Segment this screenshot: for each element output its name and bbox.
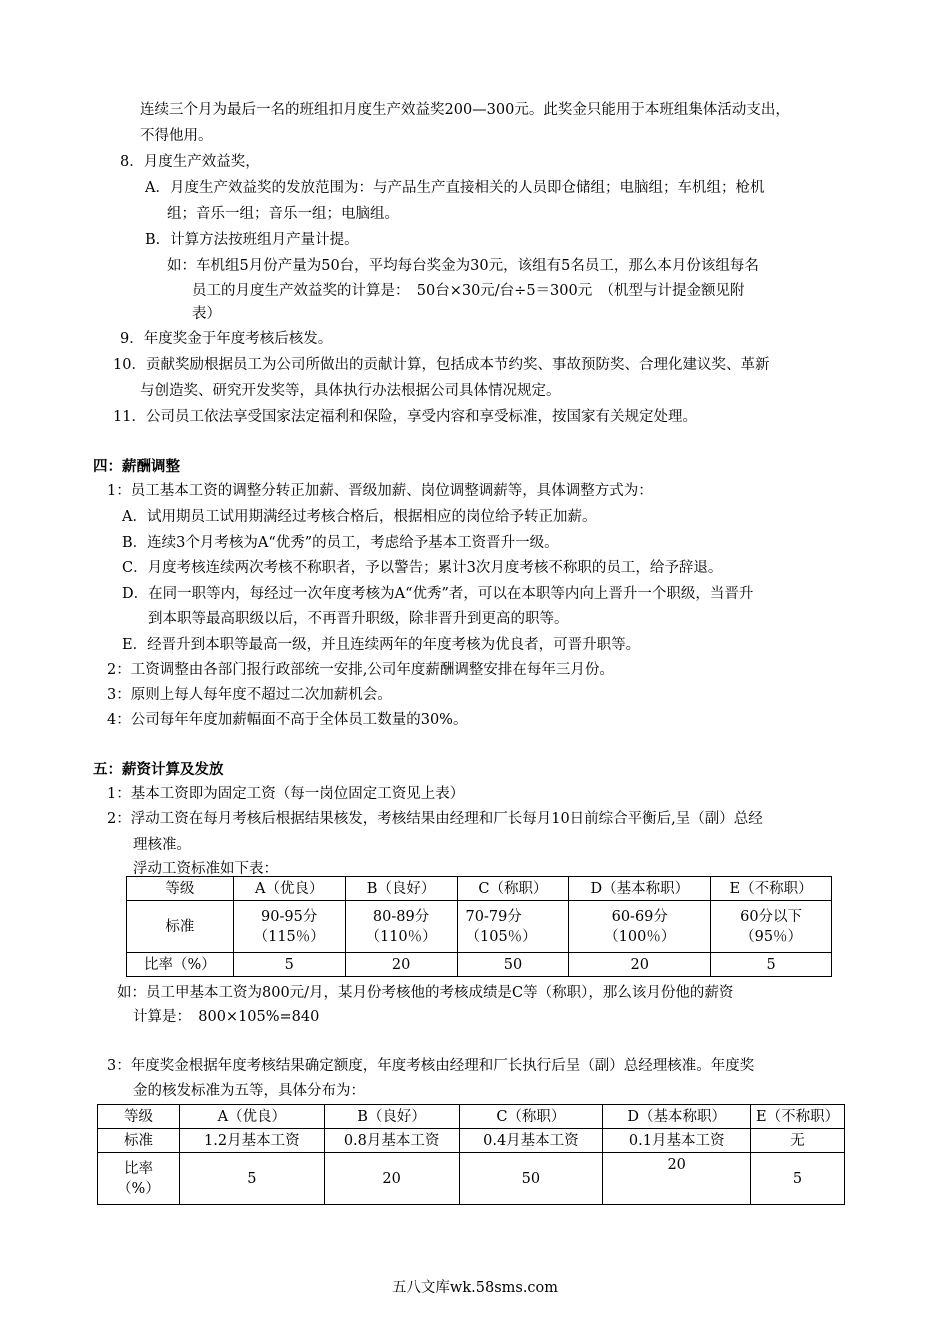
table-cell: 标准 <box>127 901 234 953</box>
cell-line: 70-79分 <box>465 908 522 925</box>
text-line: A．月度生产效益奖的发放范围为：与产品生产直接相关的人员即仓储组；电脑组；车机组；枪机 <box>145 180 765 196</box>
text-line: 组；音乐一组；音乐一组；电脑组。 <box>167 206 399 222</box>
text-line: E．经晋升到本职等最高一级，并且连续两年的年度考核为优良者，可晋升职等。 <box>122 637 641 653</box>
table-row <box>98 1105 845 1129</box>
text-line: 计算是： 800×105%=840 <box>133 1009 320 1025</box>
table-cell <box>457 901 569 953</box>
text-line: 1：员工基本工资的调整分转正加薪、晋级加薪、岗位调整调薪等，具体调整方式为： <box>107 483 653 499</box>
text-line: C．月度考核连续两次考核不称职者，予以警告；累计3次月度考核不称职的员工，给予辞退。 <box>122 560 723 576</box>
cell-line: 80-89分 <box>372 908 430 925</box>
text-line: D．在同一职等内，每经过一次年度考核为A“优秀”者，可以在本职等内向上晋升一个职级，当晋升 <box>122 586 754 602</box>
table-header-cell: E（不称职） <box>751 1105 845 1129</box>
text-line: B．连续3个月考核为A“优秀”的员工，考虑给予基本工资晋升一级。 <box>122 535 559 551</box>
text-line: 表） <box>192 306 221 322</box>
table-header-cell: B（良好） <box>345 877 457 901</box>
cell-line: 60分以下 <box>740 908 803 925</box>
list-item-11: 11．公司员工依法享受国家法定福利和保险，享受内容和享受标准，按国家有关规定处理。 <box>113 409 697 425</box>
table-cell: 5 <box>179 1153 324 1205</box>
table-cell: 标准 <box>98 1129 180 1153</box>
table-row <box>127 877 832 901</box>
text-line: 3：年度奖金根据年度考核结果确定额度，年度考核由经理和厂长执行后呈（副）总经理核准。年度奖 <box>107 1058 755 1074</box>
table-cell: 5 <box>233 953 345 977</box>
table-cell: 0.1月基本工资 <box>603 1129 751 1153</box>
text-line: 与创造奖、研究开发奖等，具体执行办法根据公司具体情况规定。 <box>140 383 561 399</box>
text-line: 理核准。 <box>133 837 191 853</box>
text-line: 不得他用。 <box>140 128 213 144</box>
cell-line: （115％） <box>253 928 325 945</box>
table-cell: 5 <box>711 953 832 977</box>
table-header-cell: 等级 <box>127 877 234 901</box>
page-footer: 五八文库wk.58sms.com <box>391 1280 559 1296</box>
text-line: A．试用期员工试用期满经过考核合格后，根据相应的岗位给予转正加薪。 <box>122 509 597 525</box>
section-heading-4: 四：薪酬调整 <box>93 459 180 475</box>
list-item-8: 8．月度生产效益奖， <box>120 154 260 170</box>
table-cell: 0.8月基本工资 <box>324 1129 459 1153</box>
table-row <box>98 1129 845 1153</box>
cell-line: （110％） <box>365 928 437 945</box>
text-line: 到本职等最高职级以后，不再晋升职级，除非晋升到更高的职等。 <box>148 611 569 627</box>
table-cell <box>711 901 832 953</box>
table-cell: 50 <box>459 1153 603 1205</box>
table-cell: 20 <box>324 1153 459 1205</box>
table-cell <box>233 901 345 953</box>
table-cell: 1.2月基本工资 <box>179 1129 324 1153</box>
table-cell: 50 <box>457 953 569 977</box>
text-line: 如：员工甲基本工资为800元/月，某月份考核他的考核成绩是C等（称职），那么该月份他的薪资 <box>117 985 734 1001</box>
table-row <box>127 953 832 977</box>
table-cell <box>345 901 457 953</box>
table-row <box>127 901 832 953</box>
cell-line: 60-69分 <box>611 908 668 925</box>
table-header-cell: E（不称职） <box>711 877 832 901</box>
table-cell: 20 <box>603 1153 751 1205</box>
table-cell: 5 <box>751 1153 845 1205</box>
cell-line: （95％） <box>740 928 803 945</box>
table-header-cell: B（良好） <box>324 1105 459 1129</box>
section-heading-5: 五：薪资计算及发放 <box>93 762 224 778</box>
table-cell: 0.4月基本工资 <box>459 1129 603 1153</box>
text-line: 连续三个月为最后一名的班组扣月度生产效益奖200—300元。此奖金只能用于本班组集体活动支出， <box>140 102 790 118</box>
table-header-cell: C（称职） <box>459 1105 603 1129</box>
table-cell: 20 <box>569 953 711 977</box>
table-header-cell: C（称职） <box>457 877 569 901</box>
cell-line: （105％） <box>465 928 537 945</box>
text-line: 1：基本工资即为固定工资（每一岗位固定工资见上表） <box>107 786 465 802</box>
table-header-cell: D（基本称职） <box>603 1105 751 1129</box>
cell-line: 比率 <box>123 1160 153 1177</box>
list-item-9: 9．年度奖金于年度考核后核发。 <box>120 331 333 347</box>
annual-bonus-table <box>97 1104 845 1205</box>
list-item-10: 10．贡献奖励根据员工为公司所做出的贡献计算，包括成本节约奖、事故预防奖、合理化建议奖、革新 <box>113 357 770 373</box>
table-cell <box>98 1153 180 1205</box>
text-line: 3：原则上每人每年度不超过二次加薪机会。 <box>107 687 392 703</box>
table-cell <box>569 901 711 953</box>
table-cell: 比率（%） <box>127 953 234 977</box>
table-header-cell: A（优良） <box>233 877 345 901</box>
cell-line: （%） <box>117 1180 160 1197</box>
table-cell: 20 <box>345 953 457 977</box>
text-line: 员工的月度生产效益奖的计算是： 50台×30元/台÷5＝300元 （机型与计提金额见附 <box>192 283 745 299</box>
table-header-cell: A（优良） <box>179 1105 324 1129</box>
table-row <box>98 1153 845 1205</box>
text-line: 4：公司每年年度加薪幅面不高于全体员工数量的30%。 <box>107 712 468 728</box>
text-line: 如：车机组5月份产量为50台，平均每台奖金为30元，该组有5名员工，那么本月份该组每名 <box>167 258 759 274</box>
float-wage-table <box>126 876 832 977</box>
text-line: 金的核发标准为五等，具体分布为： <box>133 1083 365 1099</box>
text-line: 2：工资调整由各部门报行政部统一安排,公司年度薪酬调整安排在每年三月份。 <box>107 662 614 678</box>
cell-line: 90-95分 <box>261 908 318 925</box>
table-header-cell: 等级 <box>98 1105 180 1129</box>
text-line: B．计算方法按班组月产量计提。 <box>145 232 359 248</box>
cell-line: （100％） <box>604 928 676 945</box>
table-cell: 无 <box>751 1129 845 1153</box>
text-line: 浮动工资标准如下表： <box>133 861 278 877</box>
text-line: 2：浮动工资在每月考核后根据结果核发，考核结果由经理和厂长每月10日前综合平衡后,呈（副）总经 <box>107 811 763 827</box>
table-header-cell: D（基本称职） <box>569 877 711 901</box>
